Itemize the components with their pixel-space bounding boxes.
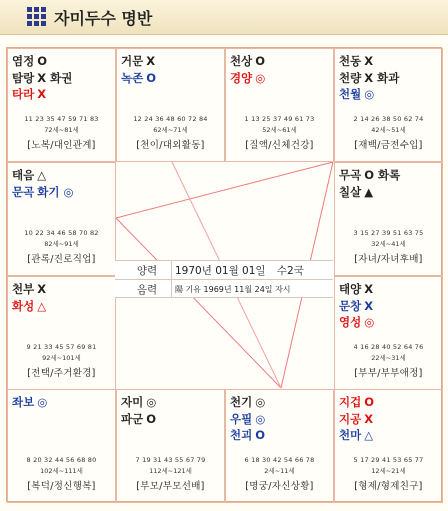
star-mark: X — [364, 298, 374, 313]
star-mark: X — [364, 54, 374, 68]
year-numbers: 5 17 29 41 53 65 77 — [353, 456, 424, 464]
solar-date-row — [115, 261, 333, 279]
star-name: 녹존 — [121, 70, 144, 85]
star-name: 천동 — [339, 54, 362, 68]
star-entry — [12, 86, 72, 103]
star-entry — [230, 70, 265, 87]
year-numbers: 3 15 27 39 51 63 75 — [353, 229, 424, 237]
palace-name: [노복/대인관계] — [27, 140, 96, 151]
palace-cell — [225, 389, 334, 503]
age-range: 32세~41세 — [371, 240, 406, 248]
star-entry — [230, 394, 265, 411]
star-mark: ◎ — [255, 70, 266, 85]
star-entry — [230, 427, 265, 444]
star-mark: ◎ — [146, 395, 157, 409]
grid-icon — [27, 7, 46, 26]
palace-name: [질액/신체건강] — [245, 140, 314, 151]
star-name: 경양 — [230, 70, 253, 85]
star-name: 천상 — [230, 54, 253, 68]
star-entry — [121, 70, 156, 87]
star-mark: 화기 ◎ — [37, 184, 74, 199]
star-list — [121, 53, 156, 86]
star-name: 천월 — [339, 87, 362, 101]
star-mark: O — [255, 428, 265, 442]
palace-name: [자녀/자녀후배] — [354, 254, 423, 265]
star-entry — [339, 53, 399, 70]
star-name: 타라 — [12, 87, 35, 101]
star-mark: △ — [37, 168, 47, 182]
age-range: 102세~111세 — [40, 467, 83, 475]
star-entry — [339, 394, 374, 411]
star-name: 천괴 — [230, 428, 253, 442]
star-name: 천부 — [12, 282, 35, 296]
palace-name: [관록/진로직업] — [27, 254, 96, 265]
star-mark: ◎ — [255, 395, 266, 409]
palace-name: [명궁/자신상황] — [245, 481, 314, 492]
age-range: 22세~31세 — [371, 354, 406, 362]
star-entry — [339, 298, 374, 315]
star-mark: △ — [37, 298, 47, 313]
palace-name: [전택/주거환경] — [27, 368, 96, 379]
year-numbers: 6 18 30 42 54 66 78 — [244, 456, 315, 464]
palace-cell — [116, 48, 225, 162]
star-mark: X 화권 — [37, 70, 73, 85]
star-name: 칠살 — [339, 184, 362, 199]
star-list — [12, 167, 73, 200]
star-entry — [12, 53, 72, 70]
star-mark: ◎ — [255, 411, 266, 426]
page-title: 자미두수 명반 — [54, 9, 153, 28]
star-name: 화성 — [12, 298, 35, 313]
star-entry — [121, 394, 156, 411]
palace-cell — [7, 48, 116, 162]
star-mark: X — [37, 282, 47, 296]
star-name: 자미 — [121, 395, 144, 409]
palace-cell — [334, 162, 443, 276]
star-mark: X — [146, 54, 156, 68]
star-entry — [339, 167, 400, 184]
star-list — [12, 53, 72, 103]
star-entry — [339, 411, 374, 428]
star-name: 문창 — [339, 298, 362, 313]
star-name: 좌보 — [12, 395, 35, 409]
age-range: 82세~91세 — [44, 240, 79, 248]
age-range: 92세~101세 — [42, 354, 81, 362]
birth-info-panel — [115, 260, 333, 298]
star-entry — [12, 394, 47, 411]
star-list — [12, 281, 46, 314]
star-mark: X — [364, 411, 374, 426]
palace-cell — [334, 276, 443, 390]
lunar-label: 음력 — [136, 284, 158, 296]
age-range: 52세~61세 — [262, 126, 297, 134]
star-mark: ◎ — [364, 315, 375, 329]
palace-cell — [225, 48, 334, 162]
year-numbers: 9 21 33 45 57 69 81 — [26, 343, 97, 351]
star-name: 영성 — [339, 315, 362, 329]
palace-name: [부부/부부애정] — [354, 368, 423, 379]
palace-cell — [116, 389, 225, 503]
star-entry — [12, 298, 46, 315]
year-numbers: 8 20 32 44 56 68 80 — [26, 456, 97, 464]
star-entry — [339, 427, 374, 444]
star-mark: ◎ — [37, 395, 48, 409]
palace-cell — [334, 389, 443, 503]
star-entry — [12, 184, 73, 201]
star-mark: O — [255, 54, 265, 68]
year-numbers: 7 19 31 43 55 67 79 — [135, 456, 206, 464]
lunar-date: 陽 기유 1969년 11월 24일 자시 — [175, 285, 291, 294]
star-mark: O — [146, 411, 156, 426]
star-entry — [339, 86, 399, 103]
star-list — [121, 394, 156, 427]
age-range: 62세~71세 — [153, 126, 188, 134]
star-entry — [230, 53, 265, 70]
star-entry — [339, 184, 400, 201]
star-mark: X 화과 — [364, 70, 400, 85]
star-name: 문곡 — [12, 184, 35, 199]
age-range: 2세~11세 — [264, 467, 295, 475]
star-entry — [12, 281, 46, 298]
age-range: 72세~81세 — [44, 126, 79, 134]
star-entry — [121, 411, 156, 428]
year-numbers: 1 13 25 37 49 61 73 — [244, 115, 315, 123]
solar-date: 1970년 01월 01일 — [175, 265, 266, 277]
star-list — [230, 53, 265, 86]
star-name: 지공 — [339, 411, 362, 426]
star-entry — [339, 70, 399, 87]
star-name: 태양 — [339, 282, 362, 296]
star-name: 탐랑 — [12, 70, 35, 85]
bureau: 수2국 — [276, 265, 304, 277]
star-name: 천마 — [339, 428, 362, 442]
star-mark: X — [364, 282, 374, 296]
star-mark: O — [37, 54, 47, 68]
star-mark: ◎ — [364, 87, 375, 101]
lunar-date-row — [115, 279, 333, 298]
star-entry — [339, 314, 374, 331]
star-list — [339, 167, 400, 200]
solar-label: 양력 — [136, 265, 158, 277]
star-entry — [12, 167, 73, 184]
star-mark: O — [146, 70, 156, 85]
star-list — [339, 394, 374, 444]
age-range: 42세~51세 — [371, 126, 406, 134]
star-name: 태음 — [12, 168, 35, 182]
star-name: 거문 — [121, 54, 144, 68]
palace-cell — [7, 389, 116, 503]
year-numbers: 12 24 36 48 60 72 84 — [133, 115, 208, 123]
palace-cell — [7, 162, 116, 276]
star-entry — [12, 70, 72, 87]
star-name: 천량 — [339, 70, 362, 85]
palace-name: [재백/금전수입] — [354, 140, 423, 151]
star-mark: △ — [364, 428, 374, 442]
star-mark: O — [364, 395, 374, 409]
star-name: 무곡 — [339, 168, 362, 182]
star-name: 염정 — [12, 54, 35, 68]
palace-name: [형제/형제친구] — [354, 481, 423, 492]
star-list — [12, 394, 47, 411]
star-mark: ▲ — [364, 184, 374, 199]
star-name: 파군 — [121, 411, 144, 426]
star-list — [339, 281, 374, 331]
star-list — [230, 394, 265, 444]
year-numbers: 10 22 34 46 58 70 82 — [24, 229, 99, 237]
age-range: 12세~21세 — [371, 467, 406, 475]
year-numbers: 11 23 35 47 59 71 83 — [24, 115, 99, 123]
palace-name: [복덕/정신행복] — [27, 481, 96, 492]
star-mark: O 화록 — [364, 168, 401, 182]
year-numbers: 2 14 26 38 50 62 74 — [353, 115, 424, 123]
star-name: 지겁 — [339, 395, 362, 409]
star-entry — [339, 281, 374, 298]
palace-name: [부모/부모선배] — [136, 481, 205, 492]
palace-cell — [7, 276, 116, 390]
page-header — [0, 0, 448, 35]
star-mark: X — [37, 87, 47, 101]
star-entry — [230, 411, 265, 428]
star-entry — [121, 53, 156, 70]
year-numbers: 4 16 28 40 52 64 76 — [353, 343, 424, 351]
star-list — [339, 53, 399, 103]
star-name: 우필 — [230, 411, 253, 426]
palace-cell — [334, 48, 443, 162]
age-range: 112세~121세 — [149, 467, 192, 475]
palace-name: [천이/대외활동] — [136, 140, 205, 151]
star-name: 천기 — [230, 395, 253, 409]
